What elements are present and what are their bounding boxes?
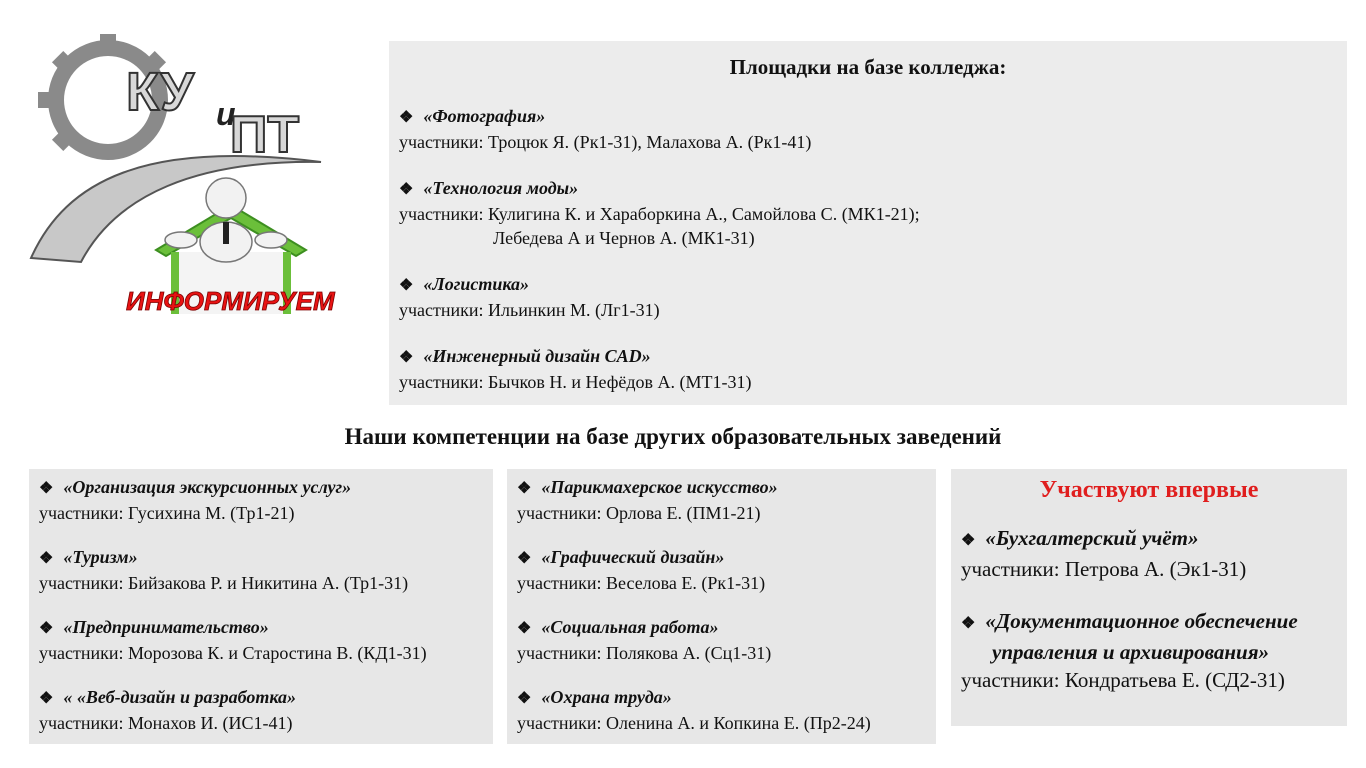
list-item <box>517 685 926 735</box>
diamond-bullet-icon: ❖ <box>961 615 976 632</box>
svg-text:и: и <box>216 96 236 132</box>
first-time-title: Участвуют впервые <box>1039 477 1259 503</box>
diamond-bullet-icon: ❖ <box>517 620 532 637</box>
competence-name: «Технология моды» <box>423 178 579 198</box>
diamond-bullet-icon: ❖ <box>399 181 414 198</box>
participants-text-continued: Лебедева А и Чернов А. (МК1-31) <box>493 228 755 248</box>
competence-name: « «Веб-дизайн и разработка» <box>63 687 296 707</box>
competence-name: «Предпринимательство» <box>63 617 269 637</box>
diamond-bullet-icon: ❖ <box>39 550 54 567</box>
diamond-bullet-icon: ❖ <box>517 550 532 567</box>
participants-text: участники: Троцюк Я. (Рк1-31), Малахова А. (Рк1-41) <box>399 132 812 152</box>
participants-text: участники: Монахов И. (ИС1-41) <box>39 713 293 733</box>
competence-name: «Социальная работа» <box>541 617 719 637</box>
competence-name: «Логистика» <box>423 274 530 294</box>
first-time-panel <box>951 469 1347 726</box>
competence-name: «Парикмахерское искусство» <box>541 477 778 497</box>
college-sites-panel <box>389 41 1347 405</box>
competence-name: «Инженерный дизайн CAD» <box>423 346 651 366</box>
diamond-bullet-icon: ❖ <box>399 349 414 366</box>
participants-text: участники: Бычков Н. и Нефёдов А. (МТ1-31) <box>399 372 752 392</box>
list-item <box>961 607 1337 694</box>
list-item <box>517 615 926 665</box>
participants-text: участники: Кондратьева Е. (СД2-31) <box>961 668 1285 692</box>
participants-text: участники: Полякова А. (Сц1-31) <box>517 643 772 663</box>
list-item <box>399 176 1337 250</box>
participants-text: участники: Оленина А. и Копкина Е. (Пр2-24) <box>517 713 871 733</box>
diamond-bullet-icon: ❖ <box>39 480 54 497</box>
competence-name: «Фотография» <box>423 106 546 126</box>
competence-name: «Бухгалтерский учёт» <box>985 526 1199 550</box>
participants-text: участники: Ильинкин М. (Лг1-31) <box>399 300 660 320</box>
list-item <box>39 475 483 525</box>
competence-name: «Документационное обеспечение управления и архивирования» <box>985 609 1298 664</box>
other-competences-column-b <box>507 469 936 744</box>
list-item <box>39 545 483 595</box>
svg-text:КУ: КУ <box>126 62 194 122</box>
other-competences-column-a <box>29 469 493 744</box>
college-sites-title: Площадки на базе колледжа: <box>729 55 1007 79</box>
list-item <box>517 545 926 595</box>
list-item <box>517 475 926 525</box>
logo-caption: ИНФОРМИРУЕМ <box>126 286 335 316</box>
participants-text: участники: Морозова К. и Старостина В. (КД1-31) <box>39 643 427 663</box>
diamond-bullet-icon: ❖ <box>399 277 414 294</box>
svg-text:ПТ: ПТ <box>230 106 300 164</box>
participants-text: участники: Кулигина К. и Хараборкина А., Самойлова С. (МК1-21); <box>399 204 920 224</box>
participants-text: участники: Веселова Е. (Рк1-31) <box>517 573 766 593</box>
college-logo <box>26 30 336 320</box>
diamond-bullet-icon: ❖ <box>517 480 532 497</box>
participants-text: участники: Гусихина М. (Тр1-21) <box>39 503 295 523</box>
competence-name: «Организация экскурсионных услуг» <box>63 477 352 497</box>
list-item <box>961 524 1337 583</box>
participants-text: участники: Орлова Е. (ПМ1-21) <box>517 503 761 523</box>
other-institutions-heading: Наши компетенции на базе других образовательных заведений <box>344 424 1002 449</box>
diamond-bullet-icon: ❖ <box>39 690 54 707</box>
participants-text: участники: Петрова А. (Эк1-31) <box>961 557 1247 581</box>
list-item <box>399 272 1337 322</box>
diamond-bullet-icon: ❖ <box>961 532 976 549</box>
list-item <box>39 615 483 665</box>
competence-name: «Туризм» <box>63 547 138 567</box>
competence-name: «Графический дизайн» <box>541 547 725 567</box>
diamond-bullet-icon: ❖ <box>517 690 532 707</box>
diamond-bullet-icon: ❖ <box>39 620 54 637</box>
participants-text: участники: Бийзакова Р. и Никитина А. (Тр1-31) <box>39 573 409 593</box>
competence-name: «Охрана труда» <box>541 687 672 707</box>
list-item <box>399 344 1337 394</box>
list-item <box>399 104 1337 154</box>
list-item <box>39 685 483 735</box>
logo-graphic <box>26 30 336 320</box>
diamond-bullet-icon: ❖ <box>399 109 414 126</box>
